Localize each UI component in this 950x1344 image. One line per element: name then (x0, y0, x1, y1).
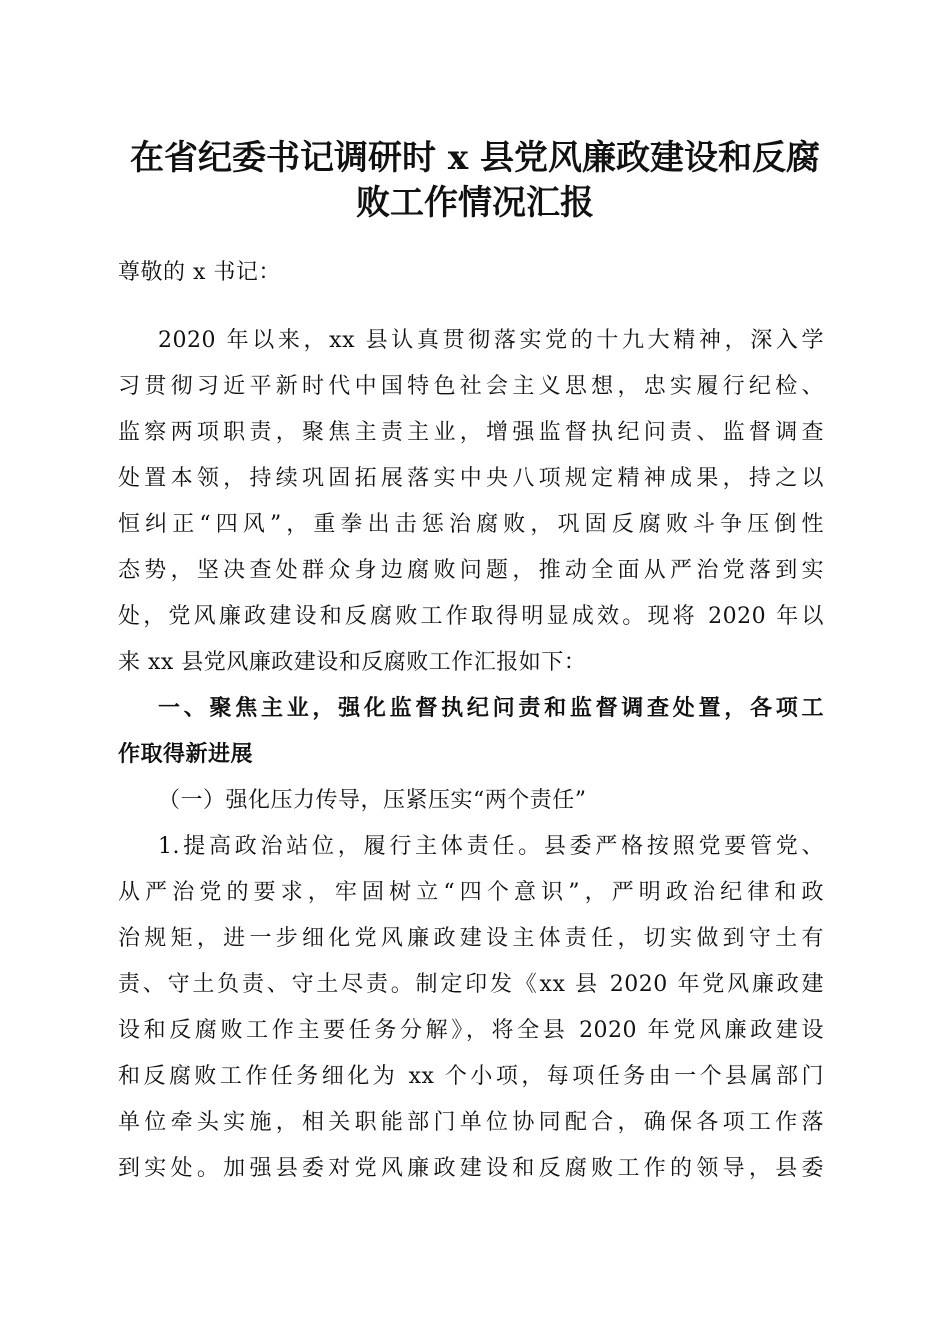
item-line: 1.提高政治站位，履行主体责任。县委严格按照党要管党、 (158, 834, 824, 859)
intro-line: 处置本领，持续巩固拓展落实中央八项规定精神成果，持之以 (118, 466, 824, 491)
intro-line: 恒纠正“四风”，重拳出击惩治腐败，巩固反腐败斗争压倒性 (118, 512, 824, 537)
item-line: 从严治党的要求，牢固树立“四个意识”，严明政治纪律和政 (118, 880, 824, 905)
item-line: 责、守土负责、守土尽责。制定印发《xx 县 2020 年党风廉政建 (118, 972, 824, 997)
salutation: 尊敬的 x 书记： (118, 260, 281, 285)
item-line: 到实处。加强县委对党风廉政建设和反腐败工作的领导，县委 (118, 1156, 824, 1181)
intro-line: 处，党风廉政建设和反腐败工作取得明显成效。现将 2020 年以 (118, 604, 824, 629)
section-heading-line: 作取得新进展 (118, 742, 254, 767)
item-line: 设和反腐败工作主要任务分解》，将全县 2020 年党风廉政建设 (118, 1018, 824, 1043)
item-line: 治规矩，进一步细化党风廉政建设主体责任，切实做到守土有 (118, 926, 824, 951)
document-title-line-2: 败工作情况汇报 (356, 183, 594, 223)
section-heading-line: 一、聚焦主业，强化监督执纪问责和监督调查处置，各项工 (158, 696, 824, 721)
intro-line: 来 xx 县党风廉政建设和反腐败工作汇报如下： (118, 650, 587, 675)
item-line: 和反腐败工作任务细化为 xx 个小项，每项任务由一个县属部门 (118, 1064, 824, 1089)
subsection-heading: （一）强化压力传导，压紧压实“两个责任” (158, 788, 587, 813)
intro-line: 习贯彻习近平新时代中国特色社会主义思想，忠实履行纪检、 (118, 374, 824, 399)
document-title-line-1: 在省纪委书记调研时 x 县党风廉政建设和反腐 (130, 138, 820, 178)
intro-line: 监察两项职责，聚焦主责主业，增强监督执纪问责、监督调查 (118, 420, 824, 445)
item-line: 单位牵头实施，相关职能部门单位协同配合，确保各项工作落 (118, 1110, 824, 1135)
intro-line: 2020 年以来，xx 县认真贯彻落实党的十九大精神，深入学 (158, 328, 824, 353)
intro-line: 态势，坚决查处群众身边腐败问题，推动全面从严治党落到实 (118, 558, 824, 583)
